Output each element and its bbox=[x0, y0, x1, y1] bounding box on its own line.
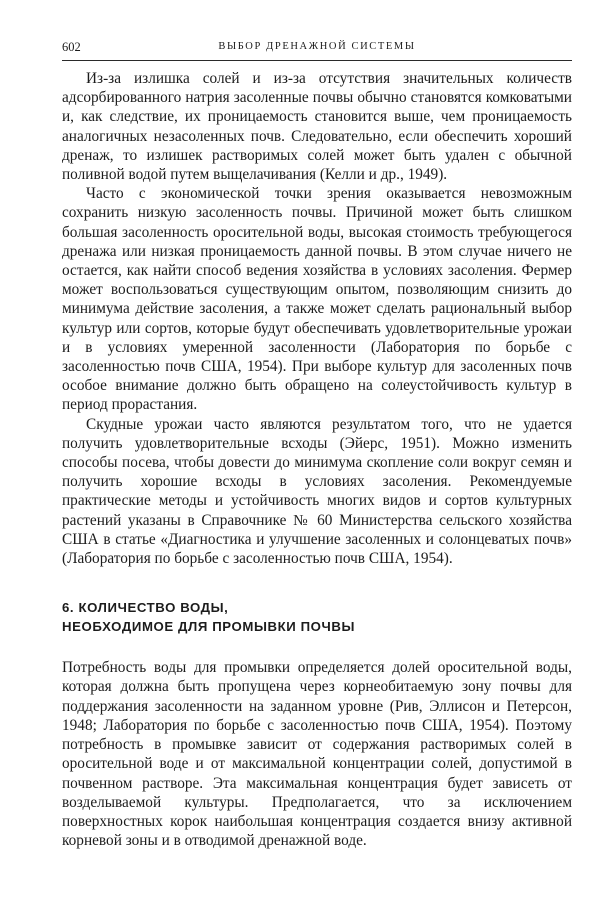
paragraph-3: Скудные урожаи часто являются результатом того, что не удается получить удовлетворительные всходы (Эйерс, 1951). Можно изменить способы посева, чтобы довести до минимума скопление соли вокруг семян и получить хорошие всходы в условиях засоления. Рекомендуемые практические методы и устойчивость многих видов и сортов культурных растений указаны в Справочнике № 60 Министерства сельского хозяйства США в статье «Диагностика и улучшение засоленных и солонцеватых почв» (Лаборатория по борьбе с засоленностью почв США, 1954). bbox=[62, 415, 572, 568]
paragraph-1: Из-за излишка солей и из-за отсутствия значительных количеств адсорбированного натрия засоленные почвы обычно становятся комковатыми и, как следствие, их проницаемость становится выше, чем проницаемость аналогичных незасоленных почв. Следовательно, если обеспечить хороший дренаж, то излишек растворимых солей может быть удален с обычной поливной водой путем выщелачивания (Келли и др., 1949). bbox=[62, 70, 572, 184]
paragraph-2: Часто с экономической точки зрения оказывается невозможным сохранить низкую засоленность почвы. Причиной может быть слишком большая засоленность оросительной воды, высокая стоимость требующегося дренажа или низкая проницаемость данной почвы. В этом случае ничего не остается, как найти способ ведения хозяйства в условиях засоления. Фермер может воспользоваться существующим опытом, позволяющим снизить до минимума действие засоления, а также может сделать рациональный выбор культур или сортов, которые будут обеспечивать удовлетворительные урожаи и в условиях умеренной засоленности (Лаборатория по борьбе с засоленностью почв США, 1954). При выборе культур для засоленных почв особое внимание должно быть обращено на солеустойчивость культур в период прорастания. bbox=[62, 185, 572, 414]
section-heading-line-2: НЕОБХОДИМОЕ ДЛЯ ПРОМЫВКИ ПОЧВЫ bbox=[62, 619, 356, 635]
body-text bbox=[62, 69, 572, 850]
running-head bbox=[62, 38, 572, 61]
page-number: 602 bbox=[62, 40, 81, 54]
book-page bbox=[62, 38, 572, 850]
running-title: ВЫБОР ДРЕНАЖНОЙ СИСТЕМЫ bbox=[218, 41, 416, 52]
section-paragraph: Потребность воды для промывки определяется долей оросительной воды, которая должна быть пропущена через корнеобитаемую зону почвы для поддержания засоленности на заданном уровне (Рив, Эллисон и Петерсон, 1948; Лаборатория по борьбе с засоленностью почв США, 1954). Поэтому потребность в промывке зависит от содержания растворимых солей в оросительной воде и от максимальной концентрации солей, допустимой в почвенном растворе. Эта максимальная концентрация будет зависеть от возделываемой культуры. Предполагается, что за исключением поверхностных корок наибольшая концентрация создается внизу активной корневой зоны и в отводимой дренажной воде. bbox=[62, 659, 572, 850]
section-heading bbox=[62, 598, 572, 636]
section-heading-line-1: 6. КОЛИЧЕСТВО ВОДЫ, bbox=[62, 600, 229, 616]
